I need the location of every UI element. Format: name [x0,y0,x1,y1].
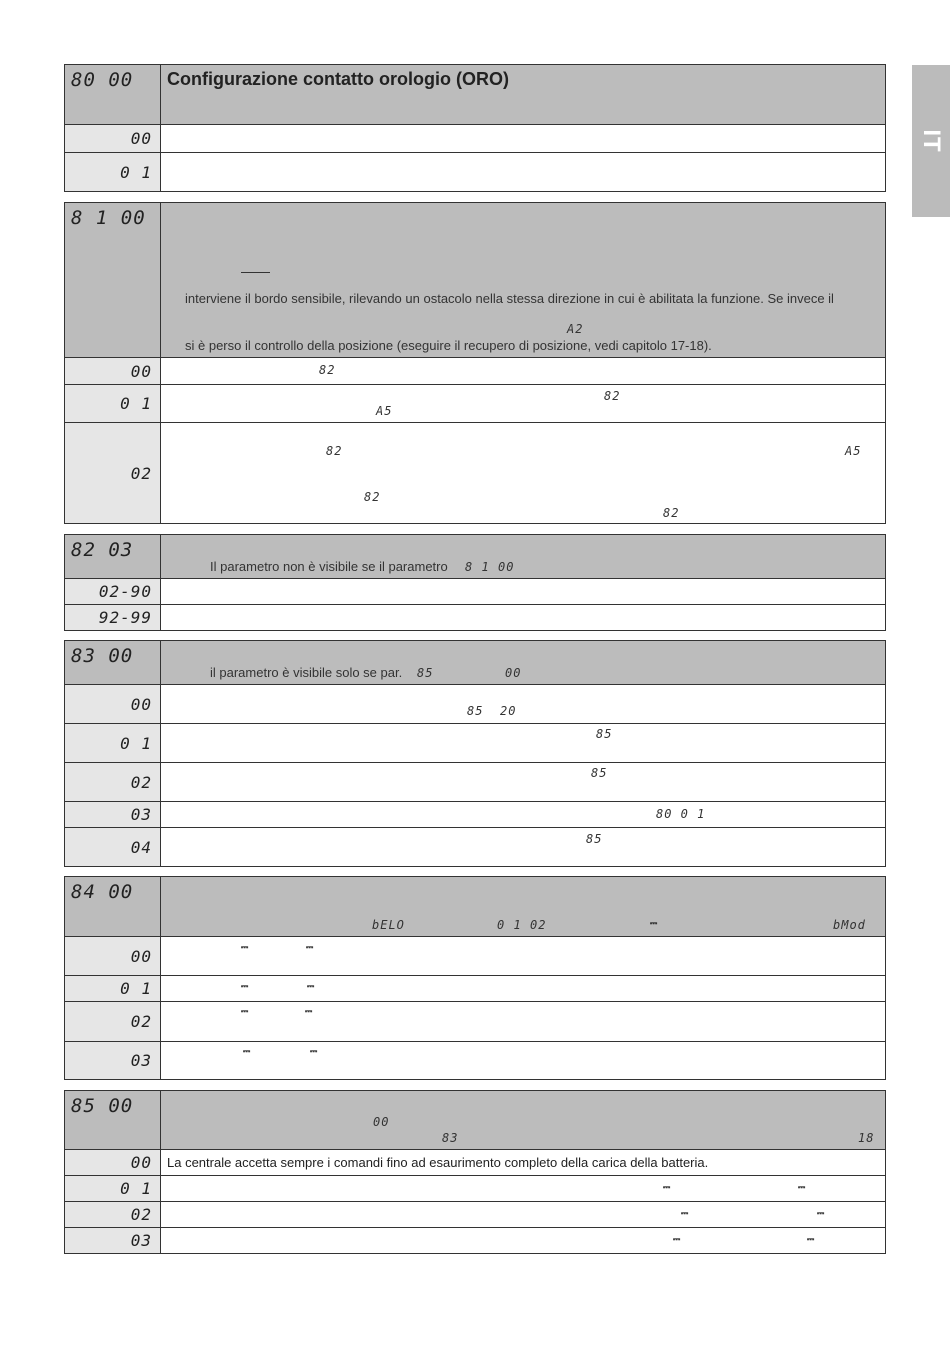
param-table-83 [64,640,886,867]
inline-code: 83 [442,1131,459,1145]
inline-code: bMod [833,918,866,932]
inline-code: bELO [372,918,405,932]
param-header [161,65,886,125]
inline-code: 82 [326,444,343,458]
option-code: 03 [65,1042,161,1080]
inline-code: 85 [586,832,603,846]
param-table-80 [64,64,886,192]
inline-code: A2 [567,322,584,336]
option-description [161,1176,886,1202]
option-code: 00 [65,937,161,976]
param-header [161,535,886,579]
option-description [161,1002,886,1042]
dc-current-icon: ⎓ [243,1047,251,1057]
option-description [161,802,886,828]
option-code: 00 [65,685,161,724]
inline-code: 82 [319,363,336,377]
option-description [161,828,886,867]
option-description [161,1228,886,1254]
option-code: 02 [65,1202,161,1228]
option-description [161,153,886,192]
header-text-line: interviene il bordo sensibile, rilevando un ostacolo nella stessa direzione in cui è abilitata la funzione. Se invece il [185,291,834,306]
param-table-84 [64,876,886,1080]
param-table-85 [64,1090,886,1254]
header-note: Il parametro non è visibile se il parametro [210,559,448,574]
option-description [161,724,886,763]
option-code: 02-90 [65,579,161,605]
dc-current-icon: ⎓ [798,1183,806,1193]
param-code: 83 00 [65,641,161,685]
inline-code: 02 [530,918,547,932]
inline-code: 18 [858,1131,875,1145]
option-code: 02 [65,423,161,524]
language-tab [912,65,950,217]
dc-current-icon: ⎓ [241,943,249,953]
inline-code: 85 [591,766,608,780]
param-title: Configurazione contatto orologio (ORO) [167,69,509,89]
param-table-82 [64,534,886,631]
dc-current-icon: ⎓ [241,982,249,992]
dc-current-icon: ⎓ [305,1007,313,1017]
inline-code: 00 [498,560,515,574]
option-code: 02 [65,1002,161,1042]
underline-mark [241,272,270,273]
option-code: 0 1 [65,976,161,1002]
param-header [161,877,886,937]
dc-current-icon: ⎓ [650,919,658,929]
param-code: 84 00 [65,877,161,937]
option-description: La centrale accetta sempre i comandi fino ad esaurimento completo della carica della batteria. [161,1150,886,1176]
option-description [161,125,886,153]
param-table-81 [64,202,886,524]
option-code: 03 [65,1228,161,1254]
inline-code: 85 [417,666,434,680]
inline-code: 85 [596,727,613,741]
dc-current-icon: ⎓ [807,1235,815,1245]
header-text-line: si è perso il controllo della posizione (eseguire il recupero di posizione, vedi capitolo 17-18). [185,338,712,353]
header-note: il parametro è visibile solo se par. [210,665,403,680]
param-header [161,1091,886,1150]
option-code: 02 [65,763,161,802]
option-code: 0 1 [65,1176,161,1202]
dc-current-icon: ⎓ [663,1183,671,1193]
option-description [161,685,886,724]
param-code: 80 00 [65,65,161,125]
inline-code: 80 0 1 [656,807,706,821]
param-code: 85 00 [65,1091,161,1150]
param-code: 8 1 00 [65,203,161,358]
inline-code: 85 [467,704,484,718]
option-description [161,579,886,605]
option-code: 00 [65,358,161,385]
option-code: 00 [65,1150,161,1176]
dc-current-icon: ⎓ [307,982,315,992]
option-description [161,1042,886,1080]
dc-current-icon: ⎓ [241,1007,249,1017]
param-code: 82 03 [65,535,161,579]
option-description [161,976,886,1002]
option-description [161,937,886,976]
inline-code: 82 [663,506,680,520]
dc-current-icon: ⎓ [681,1209,689,1219]
option-code: 03 [65,802,161,828]
option-description [161,385,886,423]
dc-current-icon: ⎓ [310,1047,318,1057]
option-code: 00 [65,125,161,153]
dc-current-icon: ⎓ [817,1209,825,1219]
inline-code: 82 [604,389,621,403]
option-code: 0 1 [65,724,161,763]
inline-code: 20 [500,704,517,718]
language-label: IT [918,129,945,153]
inline-code: 82 [364,490,381,504]
inline-code: 00 [505,666,522,680]
option-description [161,423,886,524]
param-header [161,641,886,685]
option-code: 04 [65,828,161,867]
dc-current-icon: ⎓ [306,943,314,953]
inline-code: 0 1 [497,918,522,932]
option-code: 0 1 [65,153,161,192]
option-code: 92-99 [65,605,161,631]
dc-current-icon: ⎓ [673,1235,681,1245]
inline-code: 8 1 [465,560,490,574]
inline-code: 00 [373,1115,390,1129]
option-description [161,358,886,385]
inline-code: A5 [376,404,393,418]
option-description [161,605,886,631]
option-description [161,1202,886,1228]
option-code: 0 1 [65,385,161,423]
param-header [161,203,886,358]
option-description [161,763,886,802]
inline-code: A5 [845,444,862,458]
